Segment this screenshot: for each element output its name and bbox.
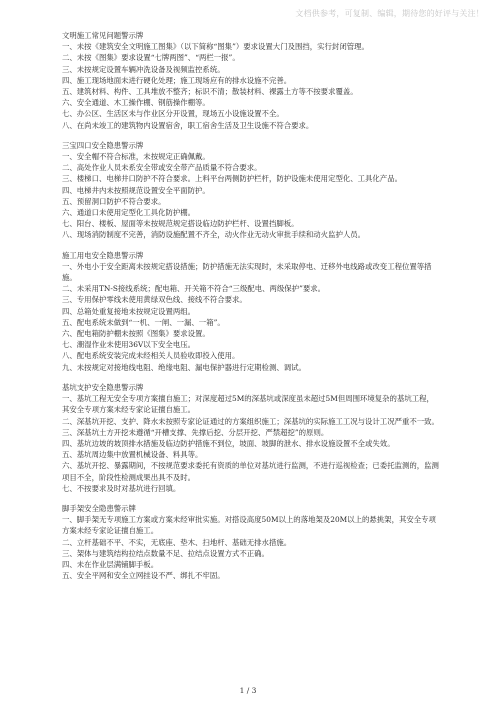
list-item: 八、配电系统安装完成未经相关人员验收即投入使用。 — [62, 351, 240, 361]
list-item: 七、办公区、生活区未与作业区分开设置，现场五小设施设置不全。 — [62, 109, 284, 119]
section-scaffolding — [62, 503, 440, 581]
item-list — [62, 393, 440, 494]
item-list — [62, 41, 440, 131]
section-title: 施工用电安全隐患警示牌 — [62, 250, 144, 260]
section-civilized-construction — [62, 30, 440, 131]
list-item: 一、基坑工程无安全专项方案擅自施工；对深度超过5M的深基坑或深度虽未超过5M但周围环境复杂的基坑工程，其安全专项方案未经专家论证擅自施工。 — [62, 394, 434, 415]
list-item: 八、现场消防制度不完善，消防设施配置不齐全，动火作业无动火审批手续和动火监护人员。 — [62, 230, 366, 240]
list-item: 四、基坑边坡的坡顶排水措施及临边防护措施不到位，坡面、坡脚的泄水、排水设施设置不全或失效。 — [62, 438, 395, 448]
page-number: 1 / 3 — [239, 686, 257, 695]
list-item: 六、通道口未使用定型化工具化防护棚。 — [62, 208, 196, 218]
list-item: 二、立杆基础不平、不实，无底座、垫木、扫地杆、基础无排水措施。 — [62, 537, 292, 547]
list-item: 七、阳台、楼板、屋面等未按规范规定搭设临边防护栏杆、设置挡脚板。 — [62, 219, 299, 229]
list-item: 四、总箱处重复接地未按规定设置两组。 — [62, 306, 196, 316]
list-item: 七、不按要求及时对基坑进行回填。 — [62, 483, 181, 493]
list-item: 一、未按《建筑安全文明施工图集》（以下简称“图集”）要求设置大门及围挡，实行封闭管理。 — [62, 42, 369, 52]
list-item: 一、安全帽不符合标准，未按规定正确佩戴。 — [62, 152, 210, 162]
list-item: 三、架体与建筑结构拉结点数量不足、拉结点设置方式不正确。 — [62, 548, 269, 558]
list-item: 三、未按规定设置车辆冲洗设备及视频监控系统。 — [62, 64, 225, 74]
list-item: 五、建筑材料、构件、工具堆放不整齐；标识不清；散装材料、裸露土方等不按要求覆盖。 — [62, 87, 358, 97]
list-item: 三、深基坑土方开挖未遵循“开槽支撑、先撑后挖、分层开挖、严禁超挖”的原则。 — [62, 427, 329, 437]
list-item: 六、基坑开挖、暴露期间，不按规范要求委托有资质的单位对基坑进行监测，不进行巡视检查；已委托监测的，监测项目不全，阶段性检测成果出具不及时。 — [62, 461, 439, 482]
list-item: 五、安全平网和安全立网挂设不严、绑扎不牢固。 — [62, 571, 225, 581]
section-construction-electricity — [62, 250, 440, 373]
list-item: 九、未按规定对接地线电阻、绝缘电阻、漏电保护器进行定期检测、调试。 — [62, 362, 306, 372]
section-title: 三宝四口安全隐患警示牌 — [62, 140, 144, 150]
section-title: 文明施工常见问题警示牌 — [62, 31, 144, 40]
list-item: 五、配电系统未做到“一机、一闸、一漏、一箱”。 — [62, 317, 225, 327]
list-item: 一、外电小于安全距离未按规定搭设措施；防护措施无法实现时，未采取停电、迁移外电线路或改变工程位置等措施。 — [62, 261, 432, 283]
list-item: 三、专用保护零线未使用黄绿双色线、接线不符合要求。 — [62, 295, 247, 305]
list-item: 六、配电箱防护棚未按照《图集》要求设置。 — [62, 329, 210, 339]
header-note: 文档供参考，可复制、编辑，期待您的好评与关注！ — [295, 9, 484, 18]
item-list — [62, 261, 440, 373]
list-item: 八、在尚未竣工的建筑物内设置宿舍，职工宿舍生活及卫生设施不符合要求。 — [62, 120, 314, 130]
list-item: 五、预留洞口防护不符合要求。 — [62, 196, 166, 206]
list-item: 五、基坑周边集中放置机械设备、料具等。 — [62, 450, 203, 460]
section-title: 基坑支护安全隐患警示牌 — [62, 382, 144, 392]
list-item: 七、潮湿作业未使用36V以下安全电压。 — [62, 340, 195, 350]
list-item: 四、未在作业层满铺脚手板。 — [62, 559, 159, 569]
section-three-treasures-four-openings — [62, 140, 440, 241]
document-content — [62, 30, 440, 590]
list-item: 二、高处作业人员未系安全带或安全带产品质量不符合要求。 — [62, 163, 262, 173]
list-item: 二、未采用TN-S接线系统；配电箱、开关箱不符合“三级配电、两级保护”要求。 — [62, 284, 326, 294]
list-item: 四、电梯井内未按照规范设置安全平面防护。 — [62, 185, 210, 195]
list-item: 六、安全通道、木工操作棚、钢筋操作棚等。 — [62, 98, 210, 108]
item-list — [62, 514, 440, 581]
item-list — [62, 151, 440, 241]
section-foundation-pit-support — [62, 382, 440, 494]
list-item: 二、未按《图集》要求设置“七牌两图”、“两栏一报”。 — [62, 53, 240, 63]
list-item: 四、施工现场地面未进行硬化处理；施工现场应有的排水设施不完善。 — [62, 75, 292, 85]
list-item: 二、深基坑开挖、支护、降水未按照专家论证通过的方案组织施工；深基坑的实际施工工况与设计工况严重不一致。 — [62, 416, 439, 426]
section-title: 脚手架安全隐患警示牌 — [62, 503, 136, 513]
list-item: 三、楼梯口、电梯井口防护不符合要求。上料平台两侧防护栏杆，防护设施未使用定型化、工具化产品。 — [62, 174, 402, 184]
list-item: 一、脚手架无专项施工方案或方案未经审批实施。对搭设高度50M以上的落地架及20M以上的悬挑架，其安全专项方案未经专家论证擅自施工。 — [62, 515, 436, 536]
